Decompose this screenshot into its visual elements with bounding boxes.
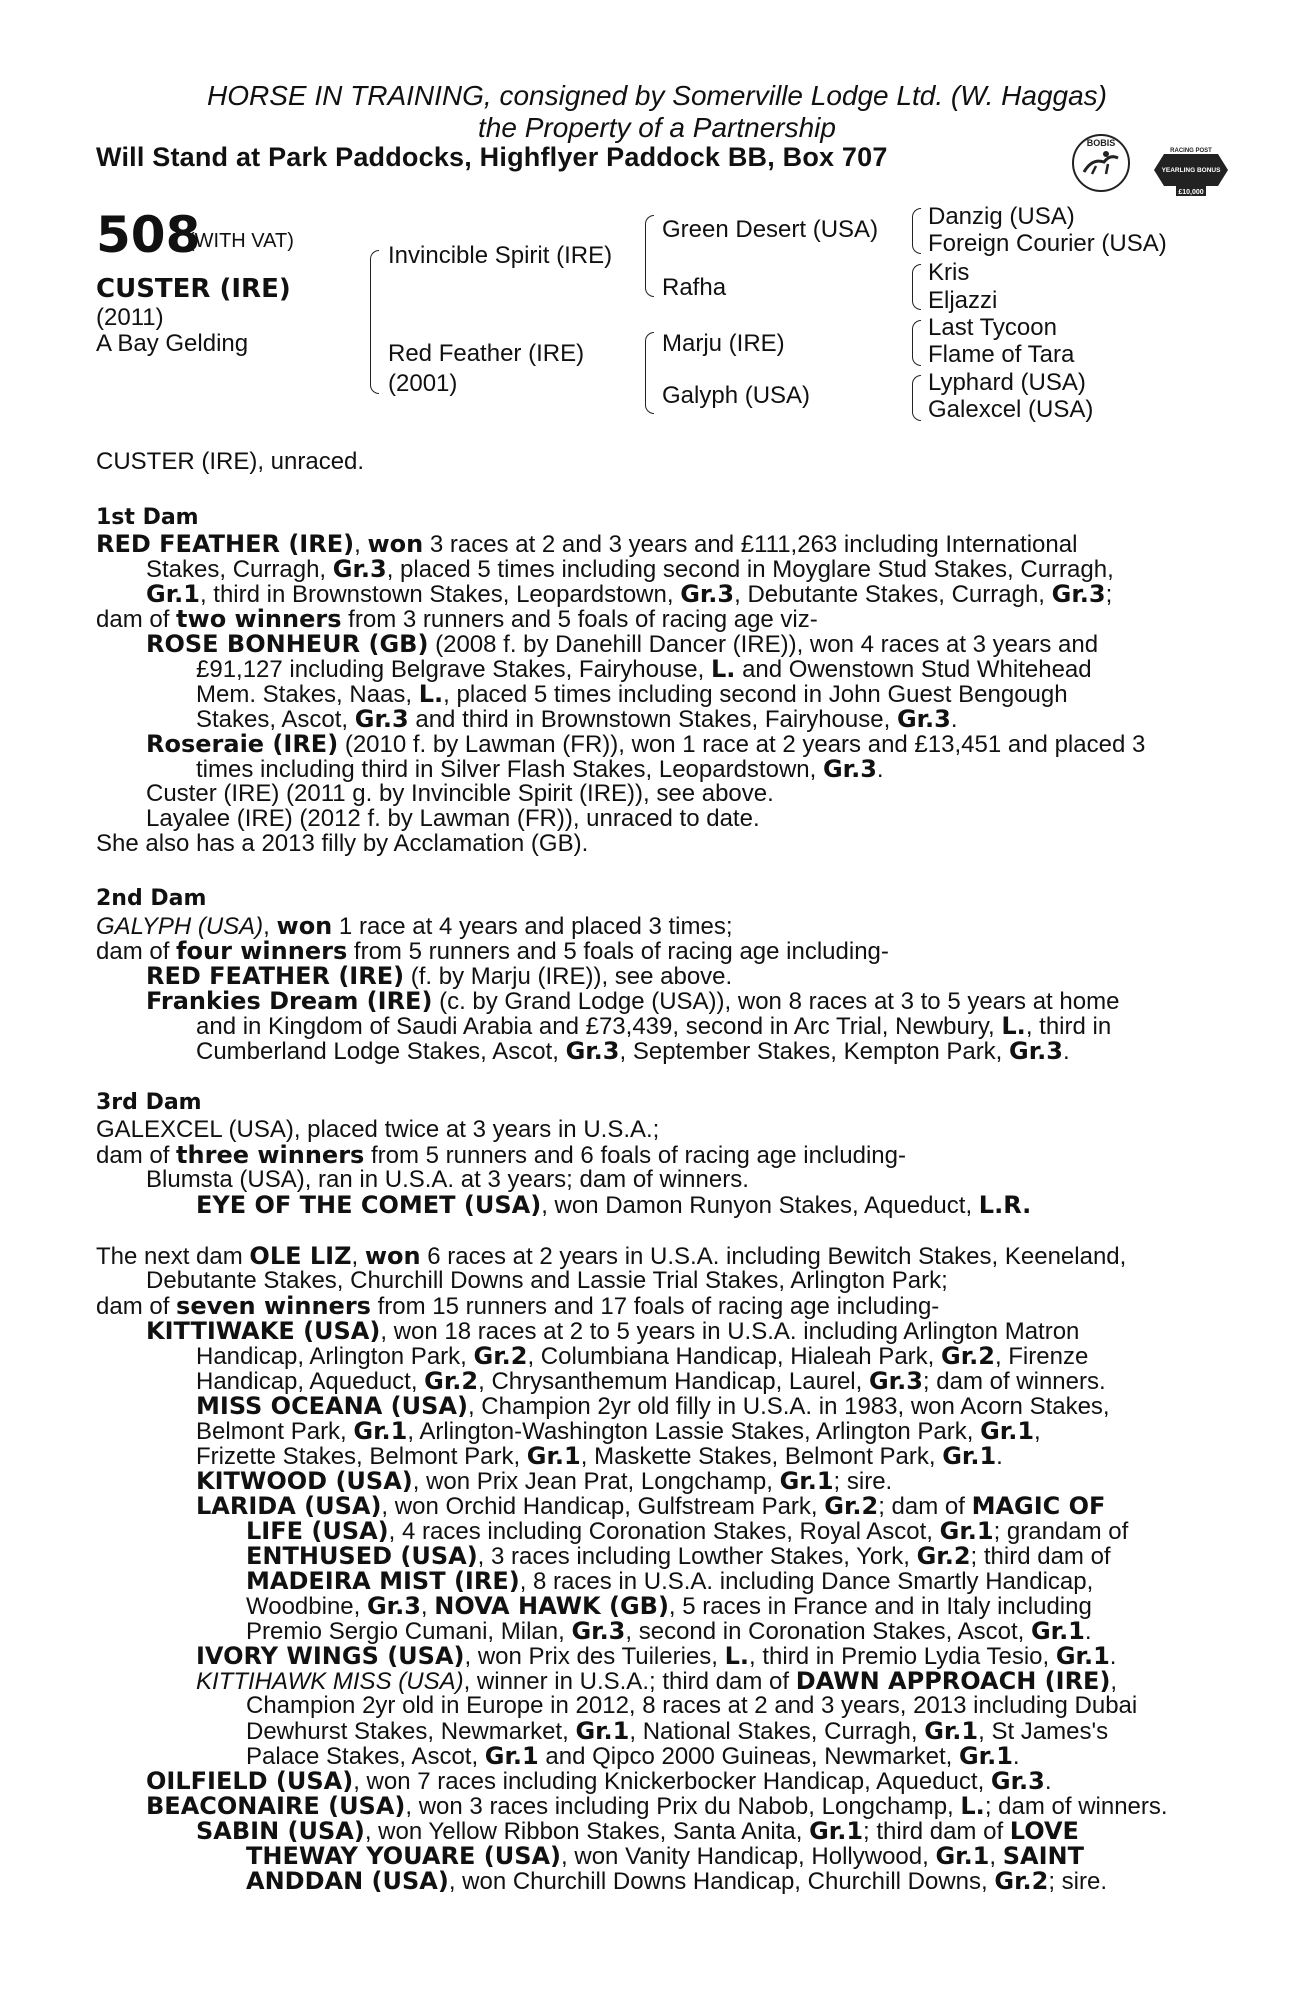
pedigree-dsd: Flame of Tara — [928, 341, 1075, 368]
pedigree-dam: Red Feather (IRE) — [388, 340, 585, 367]
record-line: Dewhurst Stakes, Newmarket, Gr.1, National Stakes, Curragh, Gr.1, St James's — [246, 1717, 1109, 1745]
pedigree-bracket-dd — [912, 375, 921, 421]
record-line: Blumsta (USA), ran in U.S.A. at 3 years; dam of winners. — [146, 1166, 749, 1193]
pedigree-bracket-dam — [645, 332, 654, 414]
pedigree-sire-dam: Rafha — [662, 274, 727, 301]
yearling-bonus-logo — [1150, 140, 1232, 200]
record-line: GALEXCEL (USA), placed twice at 3 years in U.S.A.; — [96, 1116, 660, 1143]
record-line: Handicap, Arlington Park, Gr.2, Columbiana Handicap, Hialeah Park, Gr.2, Firenze — [196, 1342, 1089, 1370]
unraced-note: CUSTER (IRE), unraced. — [96, 448, 365, 475]
record-line: dam of two winners from 3 runners and 5 foals of racing age viz- — [96, 605, 818, 633]
record-line: Gr.1, third in Brownstown Stakes, Leopardstown, Gr.3, Debutante Stakes, Curragh, Gr.3; — [146, 580, 1113, 608]
pedigree-dam-dam: Galyph (USA) — [662, 382, 811, 409]
record-line: Debutante Stakes, Churchill Downs and Lassie Trial Stakes, Arlington Park; — [146, 1267, 948, 1294]
record-line: Layalee (IRE) (2012 f. by Lawman (FR)), unraced to date. — [146, 805, 760, 832]
record-line: THEWAY YOUARE (USA), won Vanity Handicap, Hollywood, Gr.1, SAINT — [246, 1842, 1084, 1870]
record-line: RED FEATHER (IRE), won 3 races at 2 and 3 years and £111,263 including International — [96, 530, 1078, 558]
record-line: dam of seven winners from 15 runners and 17 foals of racing age including- — [96, 1292, 940, 1320]
record-line: Roseraie (IRE) (2010 f. by Lawman (FR)), won 1 race at 2 years and £13,451 and placed 3 — [146, 730, 1146, 758]
lot-number: 508 — [96, 206, 201, 264]
section-heading-2nd-dam: 2nd Dam — [96, 886, 207, 911]
record-line: Stakes, Ascot, Gr.3 and third in Brownstown Stakes, Fairyhouse, Gr.3. — [196, 705, 958, 733]
record-line: dam of four winners from 5 runners and 5 foals of racing age including- — [96, 937, 889, 965]
pedigree-dds: Lyphard (USA) — [928, 369, 1086, 396]
record-line: Belmont Park, Gr.1, Arlington-Washington Lassie Stakes, Arlington Park, Gr.1, — [196, 1417, 1041, 1445]
record-line: She also has a 2013 filly by Acclamation (GB). — [96, 830, 589, 857]
bobis-logo — [1070, 132, 1132, 194]
record-line: Handicap, Aqueduct, Gr.2, Chrysanthemum Handicap, Laurel, Gr.3; dam of winners. — [196, 1367, 1106, 1395]
record-line: OILFIELD (USA), won 7 races including Knickerbocker Handicap, Aqueduct, Gr.3. — [146, 1767, 1052, 1795]
record-line: GALYPH (USA), won 1 race at 4 years and placed 3 times; — [96, 912, 733, 940]
horse-year: (2011) — [96, 304, 164, 331]
record-line: KITWOOD (USA), won Prix Jean Prat, Longchamp, Gr.1; sire. — [196, 1467, 893, 1495]
record-line: Frizette Stakes, Belmont Park, Gr.1, Maskette Stakes, Belmont Park, Gr.1. — [196, 1442, 1003, 1470]
record-line: MADEIRA MIST (IRE), 8 races in U.S.A. including Dance Smartly Handicap, — [246, 1567, 1094, 1595]
record-line: SABIN (USA), won Yellow Ribbon Stakes, Santa Anita, Gr.1; third dam of LOVE — [196, 1817, 1079, 1845]
vat-note: (WITH VAT) — [188, 230, 294, 252]
record-line: IVORY WINGS (USA), won Prix des Tuileries, L., third in Premio Lydia Tesio, Gr.1. — [196, 1642, 1117, 1670]
pedigree-dss: Last Tycoon — [928, 314, 1057, 341]
svg-text:RACING POST: RACING POST — [1170, 148, 1212, 154]
record-line: EYE OF THE COMET (USA), won Damon Runyon Stakes, Aqueduct, L.R. — [196, 1191, 1032, 1219]
bobis-logo-text: BOBIS — [1086, 138, 1116, 148]
record-line: Mem. Stakes, Naas, L., placed 5 times including second in John Guest Bengough — [196, 680, 1068, 708]
pedigree-bracket-ds — [912, 320, 921, 366]
record-line: dam of three winners from 5 runners and 6 foals of racing age including- — [96, 1141, 906, 1169]
record-line: KITTIWAKE (USA), won 18 races at 2 to 5 years in U.S.A. including Arlington Matron — [146, 1317, 1080, 1345]
stabling-line: Will Stand at Park Paddocks, Highflyer Paddock BB, Box 707 — [96, 142, 888, 172]
pedigree-dam-sire: Marju (IRE) — [662, 330, 785, 357]
record-line: MISS OCEANA (USA), Champion 2yr old filly in U.S.A. in 1983, won Acorn Stakes, — [196, 1392, 1110, 1420]
record-line: ANDDAN (USA), won Churchill Downs Handicap, Churchill Downs, Gr.2; sire. — [246, 1867, 1107, 1895]
record-line: LIFE (USA), 4 races including Coronation Stakes, Royal Ascot, Gr.1; grandam of — [246, 1517, 1129, 1545]
record-line: ROSE BONHEUR (GB) (2008 f. by Danehill Dancer (IRE)), won 4 races at 3 years and — [146, 630, 1099, 658]
pedigree-bracket-sire-dam — [370, 250, 379, 394]
pedigree-bracket-sire — [645, 215, 654, 297]
record-line: BEACONAIRE (USA), won 3 races including Prix du Nabob, Longchamp, L.; dam of winners. — [146, 1792, 1168, 1820]
section-heading-3rd-dam: 3rd Dam — [96, 1090, 202, 1115]
record-line: and in Kingdom of Saudi Arabia and £73,439, second in Arc Trial, Newbury, L., third in — [196, 1012, 1112, 1040]
pedigree-sire-sire: Green Desert (USA) — [662, 216, 879, 243]
ownership-line: the Property of a Partnership — [478, 112, 836, 143]
svg-text:£10,000: £10,000 — [1178, 189, 1204, 196]
pedigree-sdd: Eljazzi — [928, 287, 998, 314]
svg-text:YEARLING BONUS: YEARLING BONUS — [1161, 167, 1221, 174]
pedigree-bracket-sd — [912, 264, 921, 310]
record-line: The next dam OLE LIZ, won 6 races at 2 years in U.S.A. including Bewitch Stakes, Keeneland, — [96, 1242, 1127, 1270]
record-line: £91,127 including Belgrave Stakes, Fairyhouse, L. and Owenstown Stud Whitehead — [196, 655, 1092, 683]
record-line: Champion 2yr old in Europe in 2012, 8 races at 2 and 3 years, 2013 including Dubai — [246, 1692, 1138, 1719]
section-heading-1st-dam: 1st Dam — [96, 505, 199, 530]
pedigree-sds: Kris — [928, 259, 970, 286]
record-line: LARIDA (USA), won Orchid Handicap, Gulfstream Park, Gr.2; dam of MAGIC OF — [196, 1492, 1106, 1520]
record-line: Palace Stakes, Ascot, Gr.1 and Qipco 2000 Guineas, Newmarket, Gr.1. — [246, 1742, 1020, 1770]
record-line: times including third in Silver Flash Stakes, Leopardstown, Gr.3. — [196, 755, 884, 783]
record-line: Custer (IRE) (2011 g. by Invincible Spirit (IRE)), see above. — [146, 780, 774, 807]
record-line: RED FEATHER (IRE) (f. by Marju (IRE)), see above. — [146, 962, 733, 990]
pedigree-ssd: Foreign Courier (USA) — [928, 230, 1167, 257]
record-line: ENTHUSED (USA), 3 races including Lowther Stakes, York, Gr.2; third dam of — [246, 1542, 1111, 1570]
record-line: KITTIHAWK MISS (USA), winner in U.S.A.; third dam of DAWN APPROACH (IRE), — [196, 1667, 1118, 1695]
record-line: Frankies Dream (IRE) (c. by Grand Lodge (USA)), won 8 races at 3 to 5 years at home — [146, 987, 1120, 1015]
pedigree-dam-year: (2001) — [388, 370, 458, 397]
pedigree-sss: Danzig (USA) — [928, 203, 1075, 230]
pedigree-bracket-ss — [912, 208, 921, 254]
record-line: Cumberland Lodge Stakes, Ascot, Gr.3, September Stakes, Kempton Park, Gr.3. — [196, 1037, 1070, 1065]
horse-description: A Bay Gelding — [96, 330, 249, 357]
pedigree-sire: Invincible Spirit (IRE) — [388, 242, 613, 269]
record-line: Premio Sergio Cumani, Milan, Gr.3, second in Coronation Stakes, Ascot, Gr.1. — [246, 1617, 1092, 1645]
record-line: Woodbine, Gr.3, NOVA HAWK (GB), 5 races in France and in Italy including — [246, 1592, 1092, 1620]
pedigree-ddd: Galexcel (USA) — [928, 396, 1094, 423]
consignor-line: HORSE IN TRAINING, consigned by Somerville Lodge Ltd. (W. Haggas) — [207, 80, 1107, 111]
horse-name: CUSTER (IRE) — [96, 274, 291, 304]
record-line: Stakes, Curragh, Gr.3, placed 5 times including second in Moyglare Stud Stakes, Curragh, — [146, 555, 1114, 583]
